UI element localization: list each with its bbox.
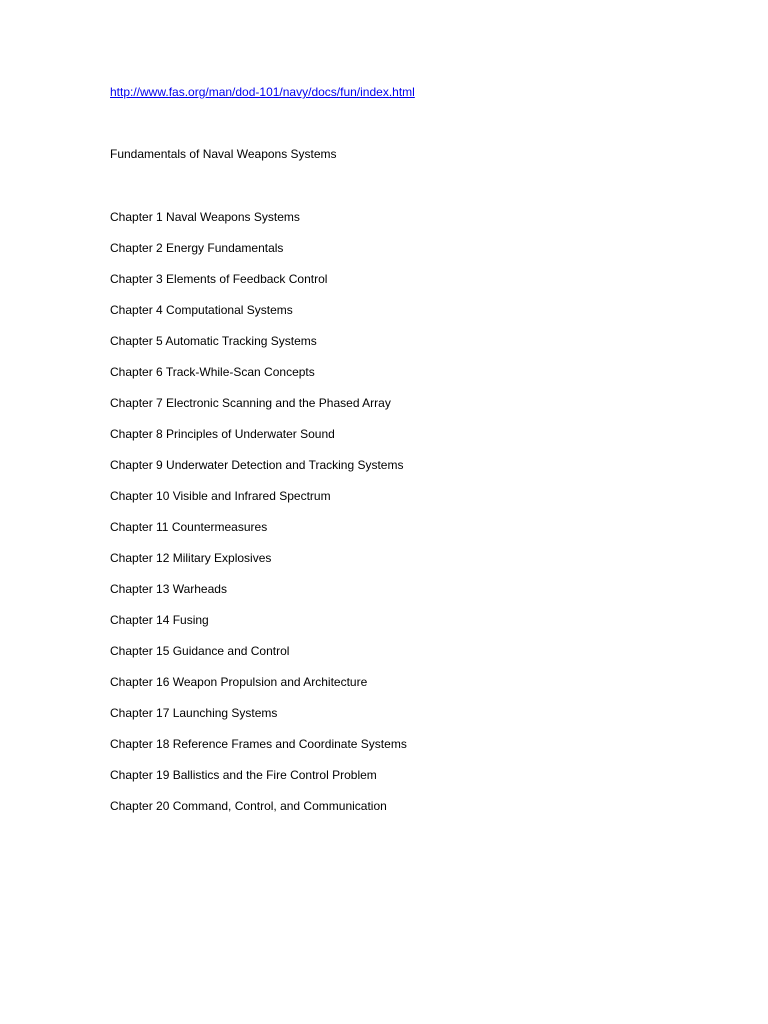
chapter-item: Chapter 4 Computational Systems [110,303,293,317]
chapter-item: Chapter 7 Electronic Scanning and the Phased Array [110,396,391,410]
chapter-item: Chapter 13 Warheads [110,582,227,596]
chapter-item: Chapter 5 Automatic Tracking Systems [110,334,317,348]
document-title: Fundamentals of Naval Weapons Systems [110,147,337,161]
chapter-item: Chapter 19 Ballistics and the Fire Control Problem [110,768,377,782]
chapter-item: Chapter 17 Launching Systems [110,706,278,720]
chapter-item: Chapter 15 Guidance and Control [110,644,290,658]
chapter-item: Chapter 11 Countermeasures [110,520,268,534]
chapter-item: Chapter 9 Underwater Detection and Tracking Systems [110,458,404,472]
chapter-item: Chapter 18 Reference Frames and Coordinate Systems [110,737,407,751]
chapter-item: Chapter 6 Track-While-Scan Concepts [110,365,315,379]
chapter-item: Chapter 20 Command, Control, and Communication [110,799,387,813]
chapter-list [110,209,407,829]
chapter-item: Chapter 8 Principles of Underwater Sound [110,427,335,441]
chapter-item: Chapter 16 Weapon Propulsion and Architecture [110,675,368,689]
chapter-item: Chapter 1 Naval Weapons Systems [110,210,300,224]
chapter-item: Chapter 2 Energy Fundamentals [110,241,284,255]
source-url-link[interactable]: http://www.fas.org/man/dod-101/navy/docs/fun/index.html [110,85,415,99]
chapter-item: Chapter 12 Military Explosives [110,551,272,565]
chapter-item: Chapter 10 Visible and Infrared Spectrum [110,489,331,503]
chapter-item: Chapter 3 Elements of Feedback Control [110,272,328,286]
chapter-item: Chapter 14 Fusing [110,613,209,627]
